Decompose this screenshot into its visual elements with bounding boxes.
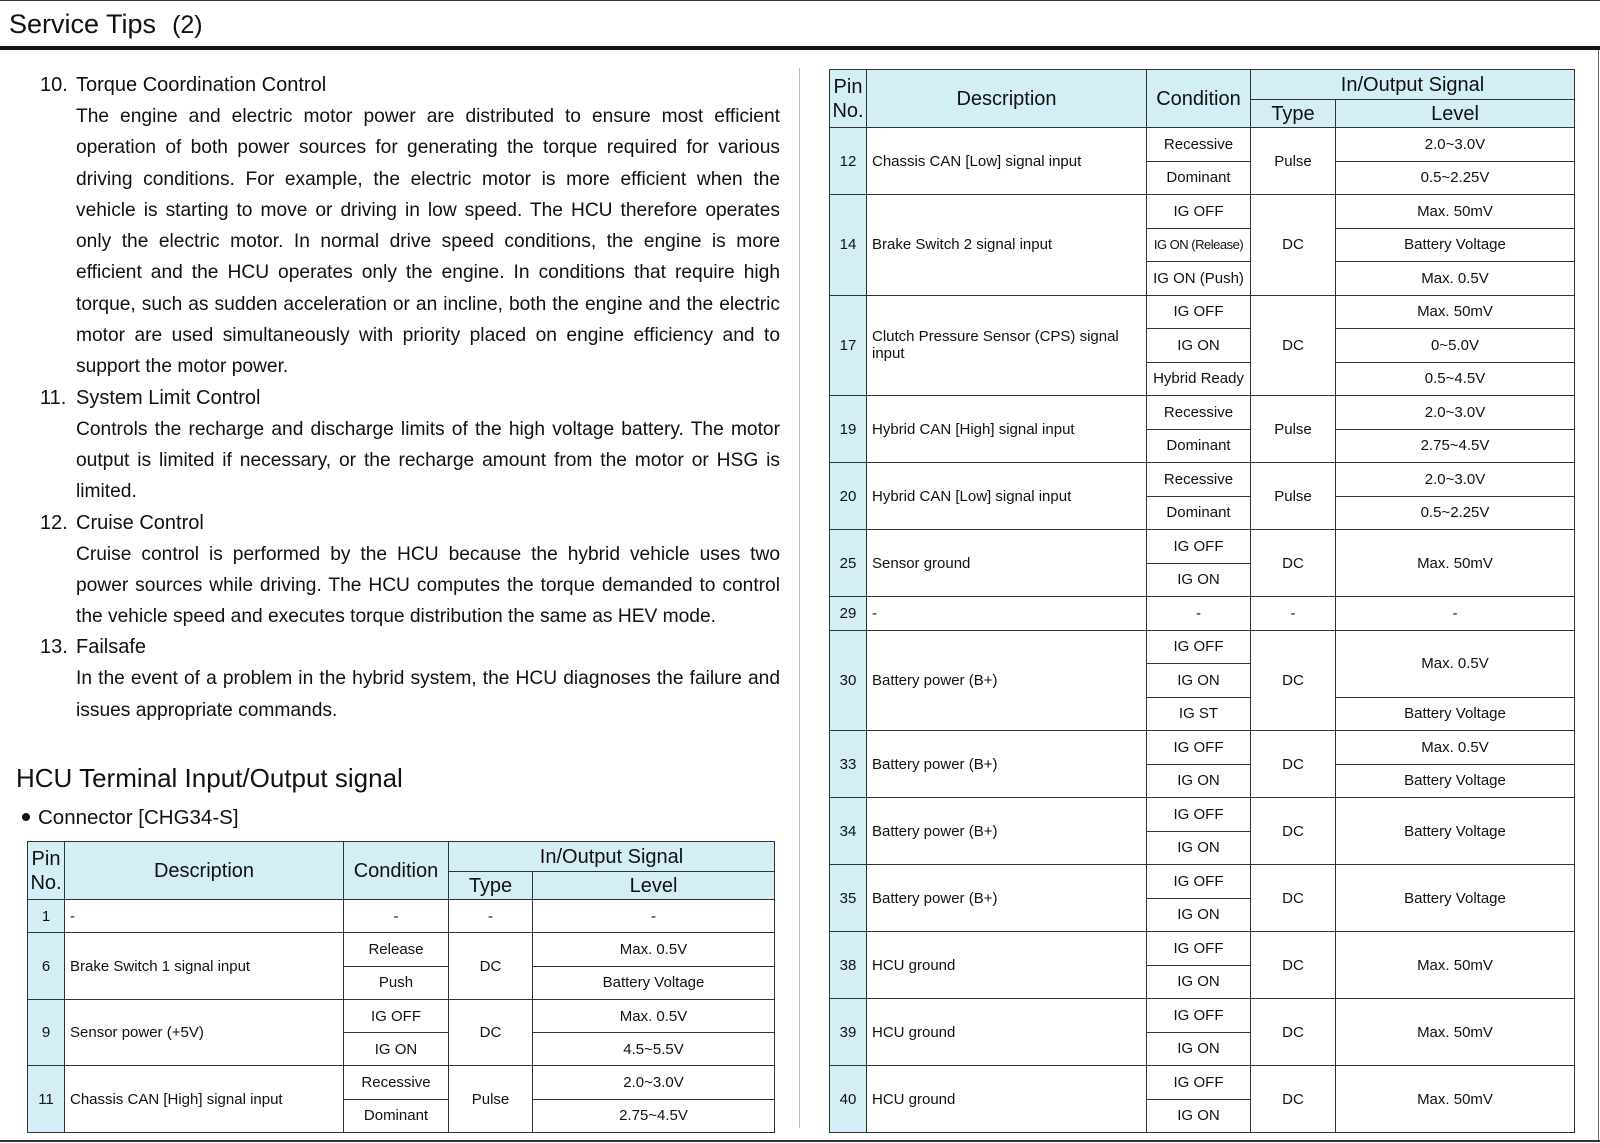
level-cell: Max. 0.5V — [1336, 630, 1575, 697]
page-number: (2) — [172, 11, 203, 39]
level-cell: 0.5~2.25V — [1336, 496, 1575, 530]
header-condition: Condition — [344, 842, 449, 900]
section-title: HCU Terminal Input/Output signal — [16, 763, 403, 793]
header-level: Level — [1336, 100, 1575, 128]
level-cell: - — [533, 900, 775, 933]
condition-cell: IG OFF — [1147, 295, 1251, 329]
tip-body: Cruise control is performed by the HCU because the hybrid vehicle uses two power sources while driving. The HCU computes the torque demanded to control the vehicle speed and executes torque distribution the same as HEV mode. — [76, 543, 780, 628]
condition-cell: - — [344, 900, 449, 933]
level-cell: 2.75~4.5V — [1336, 429, 1575, 463]
level-cell: 0.5~4.5V — [1336, 362, 1575, 396]
page-right-border — [1598, 50, 1599, 1142]
pin-number: 34 — [830, 798, 867, 865]
condition-cell: Release — [344, 933, 449, 966]
signal-description: Clutch Pressure Sensor (CPS) signal input — [867, 295, 1147, 396]
type-cell: Pulse — [449, 1066, 533, 1133]
column-divider — [799, 68, 800, 1128]
signal-description: Brake Switch 2 signal input — [867, 195, 1147, 296]
condition-cell: - — [1147, 597, 1251, 631]
type-cell: - — [1251, 597, 1336, 631]
signal-description: Battery power (B+) — [867, 798, 1147, 865]
tip-heading — [40, 632, 780, 663]
type-cell: DC — [1251, 932, 1336, 999]
pin-number: 9 — [28, 999, 65, 1066]
level-cell: 2.0~3.0V — [1336, 463, 1575, 497]
table-row — [830, 463, 1575, 497]
signal-description: Brake Switch 1 signal input — [65, 933, 344, 1000]
connector-label — [22, 806, 239, 830]
condition-cell: IG OFF — [1147, 932, 1251, 966]
level-cell: Max. 0.5V — [1336, 262, 1575, 296]
condition-cell: IG OFF — [1147, 798, 1251, 832]
level-cell: Max. 50mV — [1336, 195, 1575, 229]
service-tips-list — [40, 70, 780, 726]
type-cell: DC — [1251, 530, 1336, 597]
condition-cell: Dominant — [1147, 161, 1251, 195]
type-cell: Pulse — [1251, 128, 1336, 195]
tip-title: System Limit Control — [76, 386, 261, 409]
condition-cell: Recessive — [1147, 396, 1251, 430]
page-header — [0, 0, 1600, 50]
condition-cell: IG ON (Release) — [1147, 228, 1251, 262]
header-type: Type — [449, 872, 533, 900]
signal-description: Chassis CAN [High] signal input — [65, 1066, 344, 1133]
page-title — [9, 9, 203, 40]
condition-cell: IG ON — [1147, 329, 1251, 363]
table-row — [28, 1066, 775, 1099]
pin-number: 39 — [830, 999, 867, 1066]
table-row — [830, 999, 1575, 1033]
table-row — [830, 731, 1575, 765]
type-cell: DC — [1251, 1066, 1336, 1133]
signal-description: Hybrid CAN [High] signal input — [867, 396, 1147, 463]
level-cell: Battery Voltage — [1336, 764, 1575, 798]
signal-description: Battery power (B+) — [867, 731, 1147, 798]
level-cell: Max. 0.5V — [533, 933, 775, 966]
header-condition: Condition — [1147, 70, 1251, 128]
table-row — [830, 396, 1575, 430]
pin-number: 25 — [830, 530, 867, 597]
signal-description: Battery power (B+) — [867, 865, 1147, 932]
pin-number: 12 — [830, 128, 867, 195]
signal-description: Sensor power (+5V) — [65, 999, 344, 1066]
pin-number: 19 — [830, 396, 867, 463]
condition-cell: IG ST — [1147, 697, 1251, 731]
signal-description: - — [65, 900, 344, 933]
signal-description: Chassis CAN [Low] signal input — [867, 128, 1147, 195]
table-row — [28, 999, 775, 1032]
page-bottom-border — [0, 1140, 1600, 1142]
bullet-dot-icon — [22, 813, 30, 821]
level-cell: 4.5~5.5V — [533, 1033, 775, 1066]
level-cell: 2.75~4.5V — [533, 1099, 775, 1132]
condition-cell: IG OFF — [1147, 630, 1251, 664]
condition-cell: Dominant — [1147, 429, 1251, 463]
table-row — [830, 630, 1575, 664]
header-description: Description — [65, 842, 344, 900]
condition-cell: Dominant — [1147, 496, 1251, 530]
signal-description: Battery power (B+) — [867, 630, 1147, 731]
type-cell: DC — [1251, 999, 1336, 1066]
level-cell: Max. 50mV — [1336, 932, 1575, 999]
level-cell: 2.0~3.0V — [1336, 396, 1575, 430]
page-title-text: Service Tips — [9, 9, 157, 39]
signal-description: HCU ground — [867, 932, 1147, 999]
tip-heading — [40, 383, 780, 414]
pin-number: 35 — [830, 865, 867, 932]
tip-item — [40, 383, 780, 508]
header-description: Description — [867, 70, 1147, 128]
pin-number: 33 — [830, 731, 867, 798]
level-cell: 0~5.0V — [1336, 329, 1575, 363]
pin-number: 11 — [28, 1066, 65, 1133]
table-row — [830, 798, 1575, 832]
signal-table-right — [829, 69, 1575, 1133]
condition-cell: IG ON (Push) — [1147, 262, 1251, 296]
condition-cell: Recessive — [1147, 463, 1251, 497]
pin-number: 40 — [830, 1066, 867, 1133]
type-cell: DC — [1251, 195, 1336, 296]
pin-number: 6 — [28, 933, 65, 1000]
type-cell: Pulse — [1251, 396, 1336, 463]
header-pin: Pin No. — [830, 70, 867, 128]
type-cell: Pulse — [1251, 463, 1336, 530]
tip-body: The engine and electric motor power are distributed to ensure most efficient operation of both power sources for generating the torque required for various driving conditions. For example, the electric motor is more efficient when the vehicle is starting to move or driving in low speed. The HCU therefore operates only the electric motor. In normal drive speed conditions, the engine is more efficient and the HCU operates only the engine. In conditions that require high torque, such as sudden acceleration or an incline, both the engine and the electric motor are used simultaneously with priority placed on engine efficiency and to support the motor power. — [76, 106, 780, 378]
connector-name: Connector [CHG34-S] — [38, 806, 239, 829]
table-row — [830, 865, 1575, 899]
condition-cell: IG OFF — [1147, 731, 1251, 765]
type-cell: DC — [1251, 798, 1336, 865]
header-type: Type — [1251, 100, 1336, 128]
table-row — [830, 530, 1575, 564]
table-row — [830, 932, 1575, 966]
level-cell: Battery Voltage — [1336, 798, 1575, 865]
signal-description: - — [867, 597, 1147, 631]
pin-number: 30 — [830, 630, 867, 731]
condition-cell: IG ON — [1147, 965, 1251, 999]
tip-item — [40, 70, 780, 383]
type-cell: DC — [1251, 865, 1336, 932]
header-io-signal: In/Output Signal — [1251, 70, 1575, 100]
tip-heading — [40, 70, 780, 101]
condition-cell: IG ON — [1147, 563, 1251, 597]
level-cell: Max. 50mV — [1336, 1066, 1575, 1133]
level-cell: - — [1336, 597, 1575, 631]
level-cell: Max. 0.5V — [533, 999, 775, 1032]
pin-number: 17 — [830, 295, 867, 396]
table-row — [830, 1066, 1575, 1100]
tip-number: 12. — [40, 511, 68, 534]
signal-description: HCU ground — [867, 999, 1147, 1066]
level-cell: Max. 50mV — [1336, 999, 1575, 1066]
pin-number: 14 — [830, 195, 867, 296]
level-cell: Battery Voltage — [1336, 865, 1575, 932]
tip-body: Controls the recharge and discharge limits of the high voltage battery. The motor output is limited if necessary, or the recharge amount from the motor or HSG is limited. — [76, 418, 780, 503]
level-cell: 2.0~3.0V — [533, 1066, 775, 1099]
table-row — [28, 933, 775, 966]
level-cell: Max. 50mV — [1336, 295, 1575, 329]
signal-description: Hybrid CAN [Low] signal input — [867, 463, 1147, 530]
condition-cell: IG OFF — [1147, 530, 1251, 564]
header-pin: Pin No. — [28, 842, 65, 900]
condition-cell: IG ON — [1147, 664, 1251, 698]
level-cell: 2.0~3.0V — [1336, 128, 1575, 162]
condition-cell: IG ON — [344, 1033, 449, 1066]
condition-cell: Push — [344, 966, 449, 999]
header-io-signal: In/Output Signal — [449, 842, 775, 872]
tip-title: Cruise Control — [76, 511, 204, 534]
type-cell: DC — [449, 933, 533, 1000]
condition-cell: Hybrid Ready — [1147, 362, 1251, 396]
level-cell: Battery Voltage — [1336, 228, 1575, 262]
tip-item — [40, 508, 780, 633]
condition-cell: IG OFF — [344, 999, 449, 1032]
type-cell: DC — [1251, 295, 1336, 396]
table-row — [830, 597, 1575, 631]
table-row — [830, 195, 1575, 229]
condition-cell: IG OFF — [1147, 195, 1251, 229]
tip-title: Torque Coordination Control — [76, 74, 327, 96]
level-cell: Max. 0.5V — [1336, 731, 1575, 765]
condition-cell: IG OFF — [1147, 865, 1251, 899]
condition-cell: IG ON — [1147, 764, 1251, 798]
signal-description: HCU ground — [867, 1066, 1147, 1133]
pin-number: 20 — [830, 463, 867, 530]
pin-number: 38 — [830, 932, 867, 999]
condition-cell: Dominant — [344, 1099, 449, 1132]
type-cell: DC — [1251, 731, 1336, 798]
condition-cell: IG OFF — [1147, 1066, 1251, 1100]
tip-number: 10. — [40, 74, 68, 96]
condition-cell: IG OFF — [1147, 999, 1251, 1033]
tip-number: 13. — [40, 636, 68, 659]
condition-cell: IG ON — [1147, 1099, 1251, 1133]
condition-cell: IG ON — [1147, 898, 1251, 932]
condition-cell: IG ON — [1147, 1032, 1251, 1066]
type-cell: DC — [1251, 630, 1336, 731]
table-row — [830, 295, 1575, 329]
condition-cell: IG ON — [1147, 831, 1251, 865]
tip-body: In the event of a problem in the hybrid system, the HCU diagnoses the failure and issues appropriate commands. — [76, 668, 780, 721]
table-row — [28, 900, 775, 933]
level-cell: Battery Voltage — [533, 966, 775, 999]
tip-number: 11. — [40, 386, 67, 409]
pin-number: 1 — [28, 900, 65, 933]
level-cell: Max. 50mV — [1336, 530, 1575, 597]
table-row — [830, 128, 1575, 162]
level-cell: 0.5~2.25V — [1336, 161, 1575, 195]
tip-item — [40, 632, 780, 726]
level-cell: Battery Voltage — [1336, 697, 1575, 731]
condition-cell: Recessive — [1147, 128, 1251, 162]
tip-title: Failsafe — [76, 636, 147, 659]
pin-number: 29 — [830, 597, 867, 631]
type-cell: DC — [449, 999, 533, 1066]
signal-table-left — [27, 841, 775, 1133]
header-level: Level — [533, 872, 775, 900]
condition-cell: Recessive — [344, 1066, 449, 1099]
type-cell: - — [449, 900, 533, 933]
signal-description: Sensor ground — [867, 530, 1147, 597]
tip-heading — [40, 508, 780, 539]
